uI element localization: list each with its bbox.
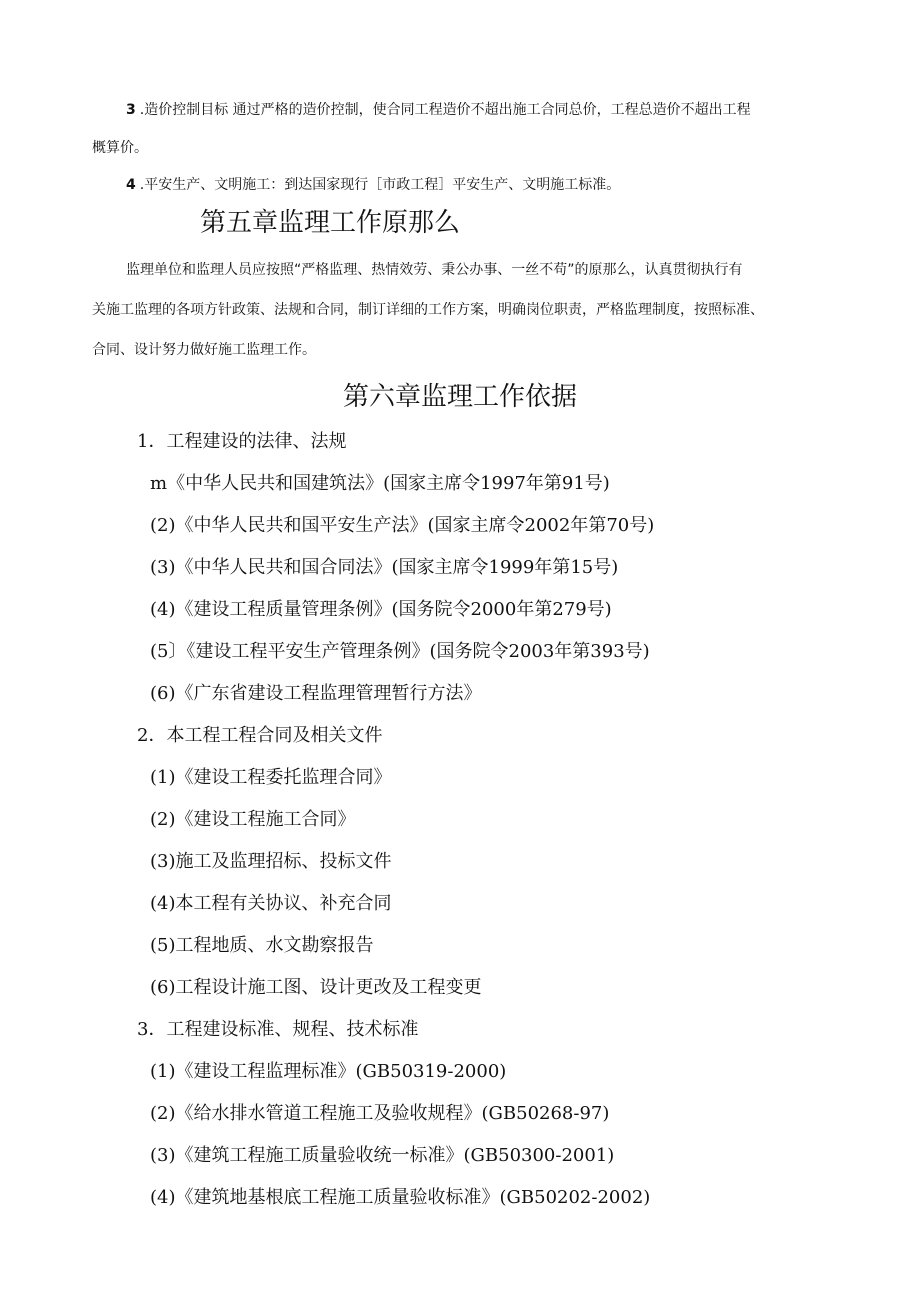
section2-item-2: (2)《建设工程施工合同》	[150, 809, 356, 830]
goal-item-3-text: .造价控制目标 通过严格的造价控制，使合同工程造价不超出施工合同总价，工程总造价不超出工程	[139, 102, 751, 118]
section2-item-1: (1)《建设工程委托监理合同》	[150, 767, 392, 788]
chapter6-title: 第六章监理工作依据	[342, 382, 577, 412]
goal-item-3-line2: 概算价。	[92, 140, 148, 156]
chapter5-para-line2: 关施工监理的各项方针政策、法规和合同，制订详细的工作方案，明确岗位职责，严格监理制度，按照标准、	[92, 302, 764, 318]
goal-item-3-number: 3	[126, 102, 136, 118]
section2-item-3: (3)施工及监理招标、投标文件	[150, 851, 392, 872]
goal-item-3-line1	[126, 101, 751, 119]
goal-item-4-text: .平安生产、文明施工：到达国家现行［市政工程］平安生产、文明施工标准。	[139, 177, 621, 193]
section1-item-4: (4)《建设工程质量管理条例》(国务院令2000年第279号)	[150, 599, 612, 620]
goal-item-4	[126, 176, 620, 194]
section2-item-6: (6)工程设计施工图、设计更改及工程变更	[150, 977, 482, 998]
section3-item-4: (4)《建筑地基根底工程施工质量验收标准》(GB50202-2002)	[150, 1187, 651, 1208]
chapter5-para-line3: 合同、设计努力做好施工监理工作。	[92, 342, 316, 358]
section2-item-5: (5)工程地质、水文勘察报告	[150, 935, 374, 956]
section3-title: 3．工程建设标准、规程、技术标准	[137, 1019, 419, 1040]
section2-title: 2．本工程工程合同及相关文件	[137, 725, 383, 746]
section3-item-3: (3)《建筑工程施工质量验收统一标准》(GB50300-2001)	[150, 1145, 615, 1166]
section3-item-2: (2)《给水排水管道工程施工及验收规程》(GB50268-97)	[150, 1103, 610, 1124]
section1-title: 1．工程建设的法律、法规	[137, 431, 347, 452]
section1-item-3: (3)《中华人民共和国合同法》(国家主席令1999年第15号)	[150, 557, 619, 578]
chapter5-para-line1: 监理单位和监理人员应按照“严格监理、热情效劳、秉公办事、一丝不苟”的原那么，认真贯彻执行有	[126, 262, 743, 278]
section1-item-2: (2)《中华人民共和国平安生产法》(国家主席令2002年第70号)	[150, 515, 655, 536]
goal-item-4-number: 4	[126, 177, 136, 193]
section2-item-4: (4)本工程有关协议、补充合同	[150, 893, 392, 914]
section1-item-6: (6)《广东省建设工程监理管理暂行方法》	[150, 683, 482, 704]
chapter5-title: 第五章监理工作原那么	[200, 208, 461, 238]
section1-item-1: m《中华人民共和国建筑法》(国家主席令1997年第91号)	[150, 473, 610, 494]
section1-item-5: (5〕《建设工程平安生产管理条例》(国务院令2003年第393号)	[150, 641, 650, 662]
section3-item-1: (1)《建设工程监理标准》(GB50319-2000)	[150, 1061, 507, 1082]
